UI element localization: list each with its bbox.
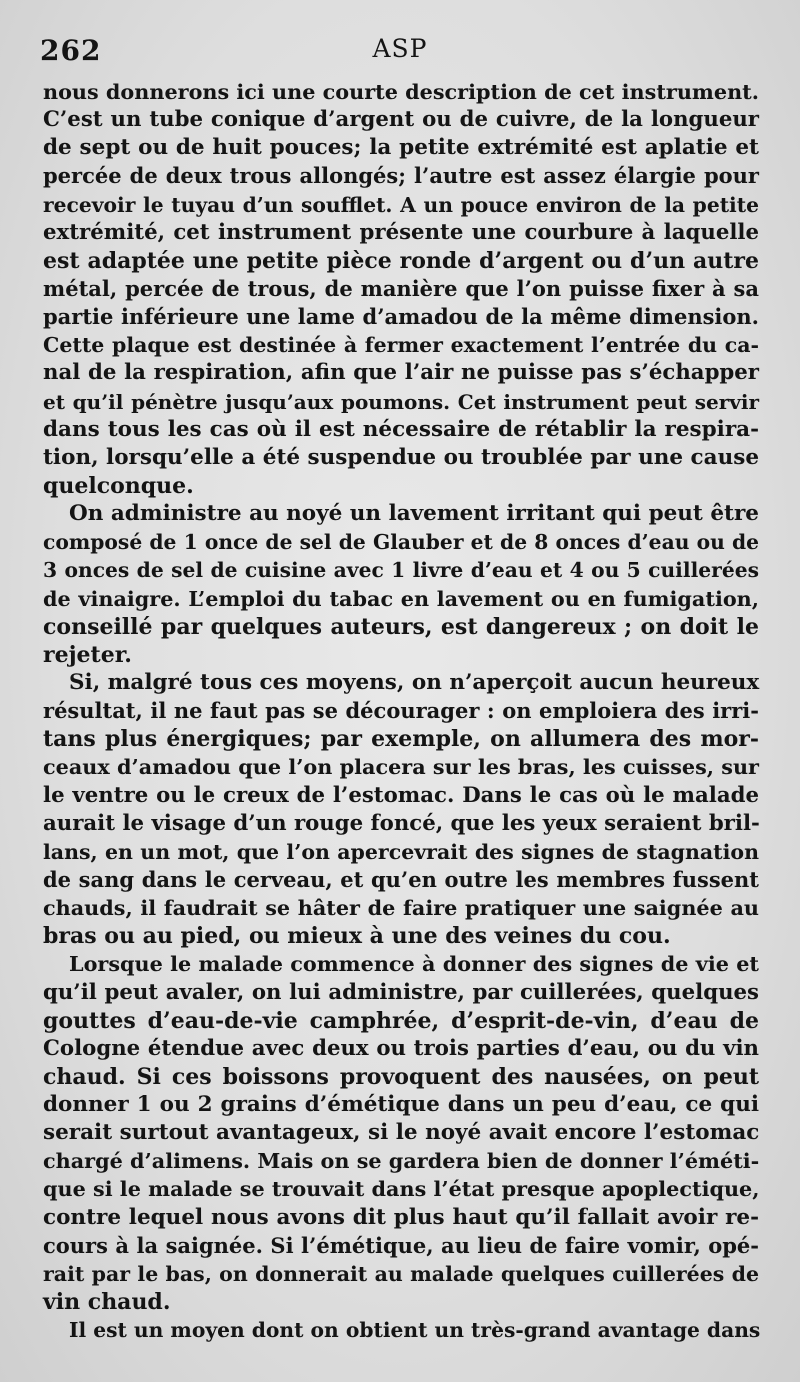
text-line: le ventre ou le creux de l’estomac. Dans le cas où le malade <box>43 782 759 808</box>
text-line: rait par le bas, on donnerait au malade quelques cuillerées de <box>43 1261 759 1286</box>
text-line: composé de 1 once de sel de Glauber et de 8 onces d’eau ou de <box>43 530 759 555</box>
text-line: serait surtout avantageux, si le noyé avait encore l’estomac <box>43 1120 760 1146</box>
running-head: ASP <box>372 34 428 63</box>
text-line: tion, lorsqu’elle a été suspendue ou troublée par une cause <box>43 444 759 470</box>
text-line: conseillé par quelques auteurs, est dangereux ; on doit le <box>43 613 759 640</box>
body-text <box>43 78 759 1344</box>
text-line: tans plus énergiques; par exemple, on allumera des mor- <box>43 726 759 753</box>
text-line: contre lequel nous avons dit plus haut qu’il fallait avoir re- <box>43 1204 759 1230</box>
text-line: de sept ou de huit pouces; la petite extrémité est aplatie et <box>43 135 759 161</box>
text-line: qu’il peut avaler, on lui administre, par cuillerées, quelques <box>43 979 759 1005</box>
text-line: aurait le visage d’un rouge foncé, que les yeux seraient bril- <box>43 810 760 836</box>
text-line: chaud. Si ces boissons provoquent des nausées, on peut <box>43 1063 759 1090</box>
text-line: résultat, il ne faut pas se décourager : on emploiera des irri- <box>43 698 759 724</box>
text-line: lans, en un mot, que l’on apercevrait des signes de stagnation <box>43 839 759 864</box>
text-line: chauds, il faudrait se hâter de faire pratiquer une saignée au <box>43 896 759 921</box>
text-line: donner 1 ou 2 grains d’émétique dans un peu d’eau, ce qui <box>43 1092 759 1118</box>
text-line: recevoir le tuyau d’un soufflet. A un pouce environ de la petite <box>43 192 759 217</box>
text-line: extrémité, cet instrument présente une courbure à laquelle <box>43 219 759 245</box>
text-line: On administre au noyé un lavement irritant qui peut être <box>69 501 759 527</box>
text-line: de vinaigre. L’emploi du tabac en lavement ou en fumigation, <box>43 586 759 611</box>
text-line: 3 onces de sel de cuisine avec 1 livre d’eau et 4 ou 5 cuillerées <box>43 558 759 583</box>
text-line: vin chaud. <box>43 1289 171 1316</box>
text-line: Il est un moyen dont on obtient un très-grand avantage dans <box>69 1318 761 1343</box>
text-line: de sang dans le cerveau, et qu’en outre les membres fussent <box>43 866 759 892</box>
page-header <box>40 34 760 74</box>
text-line: métal, percée de trous, de manière que l’on puisse fixer à sa <box>43 275 759 301</box>
text-line: dans tous les cas où il est nécessaire de rétablir la respira- <box>43 416 759 442</box>
text-line: quelconque. <box>43 472 194 499</box>
text-line: gouttes d’eau-de-vie camphrée, d’esprit-de-vin, d’eau de <box>43 1007 759 1034</box>
text-line: ceaux d’amadou que l’on placera sur les bras, les cuisses, sur <box>43 755 759 780</box>
text-line: cours à la saignée. Si l’émétique, au lieu de faire vomir, opé- <box>43 1232 759 1258</box>
text-line: Cologne étendue avec deux ou trois parties d’eau, ou du vin <box>43 1035 759 1061</box>
text-line: nous donnerons ici une courte description de cet instrument. <box>43 80 759 104</box>
text-line: que si le malade se trouvait dans l’état presque apoplectique, <box>43 1177 760 1202</box>
text-line: et qu’il pénètre jusqu’aux poumons. Cet instrument peut servir <box>43 389 759 414</box>
text-line: partie inférieure une lame d’amadou de la même dimension. <box>43 304 759 330</box>
text-line: C’est un tube conique d’argent ou de cuivre, de la longueur <box>43 107 759 133</box>
text-line: rejeter. <box>43 641 132 668</box>
text-line: bras ou au pied, ou mieux à une des veines du cou. <box>43 923 671 950</box>
text-line: Lorsque le malade commence à donner des signes de vie et <box>69 952 759 977</box>
text-line: est adaptée une petite pièce ronde d’argent ou d’un autre <box>43 247 759 274</box>
text-line: chargé d’alimens. Mais on se gardera bien de donner l’éméti- <box>43 1149 760 1174</box>
text-line: Si, malgré tous ces moyens, on n’aperçoit aucun heureux <box>69 669 760 695</box>
page-number: 262 <box>40 34 102 67</box>
text-line: Cette plaque est destinée à fermer exactement l’entrée du ca- <box>43 333 759 358</box>
text-line: nal de la respiration, afin que l’air ne puisse pas s’échapper <box>43 360 759 386</box>
text-line: percée de deux trous allongés; l’autre est assez élargie pour <box>43 163 759 189</box>
